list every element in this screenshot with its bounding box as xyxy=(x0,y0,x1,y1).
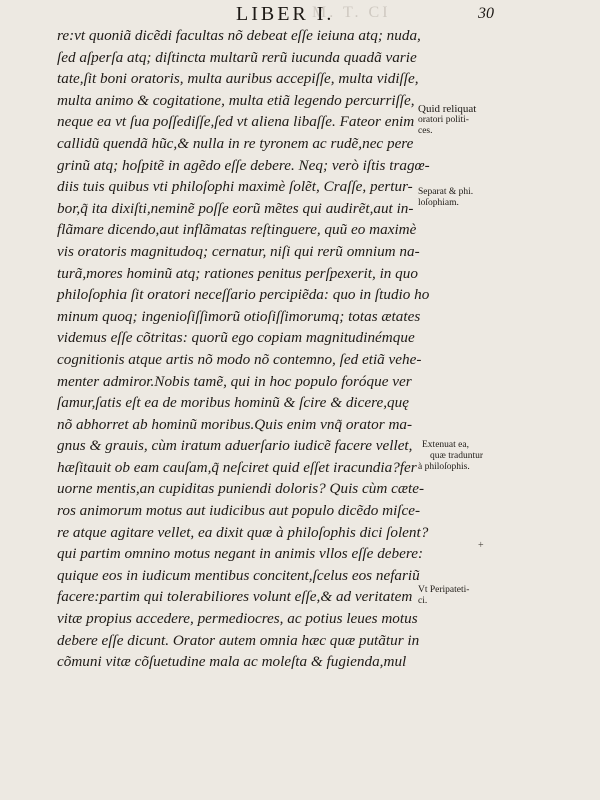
text-line: nõ abhorret ab hominũ moribus.Quis enim vnq̃ orator ma- xyxy=(57,415,413,433)
margin-note-extenuat xyxy=(418,440,494,473)
text-line: ſamur,ſatis eſt ea de moribus hominũ & ſcire & dicere,quę xyxy=(57,394,409,412)
text-line: philoſophia ſit oratori neceſſario percipiẽda: quo in ſtudio ho xyxy=(57,286,430,304)
margin-note-line: ces. xyxy=(418,126,433,136)
text-line: diis tuis quibus vti philoſophi maximè ſolẽt, Craſſe, pertur- xyxy=(57,178,413,196)
margin-note-line: Separat & phi. xyxy=(418,187,474,197)
text-line: grinũ atq; hoſpitẽ in agẽdo eſſe debere. Neq; verò iſtis tragœ- xyxy=(57,156,430,174)
body-text xyxy=(57,25,430,673)
text-line: menter admiror.Nobis tamẽ, qui in hoc populo foróque ver xyxy=(57,372,412,390)
margin-note-separat xyxy=(418,187,494,209)
margin-note-line: Extenuat ea, xyxy=(422,440,469,450)
text-line: qui partim omnino motus negant in animis vllos eſſe debere: xyxy=(57,545,424,563)
text-line: re:vt quoniã dicẽdi facultas nõ debeat eſſe ieiuna atq; nuda, xyxy=(57,27,421,44)
text-line: tate,ſit boni oratoris, multa auribus accepiſſe, multa vidiſſe, xyxy=(57,70,419,88)
text-line: facere:partim qui tolerabiliores volunt eſſe,& ad veritatem xyxy=(57,588,413,606)
text-line: vitæ propius accedere, permediocres, ac potius leues motus xyxy=(57,610,418,628)
text-line: callidũ quendã hũc,& nulla in re tyronem ac rudẽ,nec pere xyxy=(57,134,414,152)
margin-note-line: à philoſophis. xyxy=(418,462,470,472)
margin-note-line: oratori politi- xyxy=(418,115,469,125)
page-number: 30 xyxy=(478,5,494,22)
margin-note-line: ci. xyxy=(418,596,428,606)
text-line: cognitionis atque artis nõ modo nõ contemno, ſed etiã vehe- xyxy=(57,350,422,368)
text-line: videmus eſſe cõtritas: quorũ ego copiam magnitudinémque xyxy=(57,329,415,347)
margin-note-line: loſophiam. xyxy=(418,198,459,208)
text-line: debere eſſe dicunt. Orator autem omnia hæc quæ putãtur in xyxy=(57,631,420,649)
text-line: turã,mores hominũ atq; rationes penitus perſpexerit, in quo xyxy=(57,264,418,282)
text-line: gnus & grauis, cùm iratum aduerſario iudicẽ facere vellet, xyxy=(57,437,413,455)
text-line: multa animo & cogitatione, multa etiã legendo percurriſſe, xyxy=(57,91,415,109)
text-line: flãmare dicendo,aut inflãmatas reſtinguere, quũ eo maximè xyxy=(57,221,417,239)
running-title: LIBER I. xyxy=(236,3,335,25)
margin-note-line: quæ traduntur xyxy=(430,451,484,461)
printer-mark: + xyxy=(478,540,484,551)
text-line: cõmuni vitæ cõſuetudine mala ac moleſta & fugienda,mul xyxy=(57,653,407,671)
text-line: hæſitauit ob eam cauſam,q̃ neſciret quid eſſet iracundia?fer xyxy=(57,458,417,476)
text-line: ros animorum motus aut iudicibus aut populo dicẽdo miſce- xyxy=(57,502,421,520)
text-line: vis oratoris magnitudoq; cernatur, niſi qui rerũ omnium na- xyxy=(57,242,420,260)
text-line: quique eos in iudicum mentibus concitent,ſcelus eos nefariũ xyxy=(57,566,420,584)
text-line: ſed aſperſa atq; diſtincta multarũ rerũ iucunda quadã varie xyxy=(57,48,417,66)
bleed-through-text: M. T. CI xyxy=(312,4,391,21)
text-line: re atque agitare vellet, ea dixit quæ à philoſophis dici ſolent? xyxy=(57,523,429,541)
margin-note-line: Vt Peripateti- xyxy=(418,585,470,595)
text-line: minum quoq; ingenioſiſſimorũ otioſiſſimorumq; totas ætates xyxy=(57,307,421,325)
text-line: bor,q̃ ita dixiſti,neminẽ poſſe eorũ mẽtes qui audirẽt,aut in- xyxy=(57,199,414,217)
margin-note-line: Quid reliquat xyxy=(418,103,477,115)
margin-note-peripatetici xyxy=(418,585,494,607)
text-line: neque ea vt ſua poſſediſſe,ſed vt aliena libaſſe. Fateor enim xyxy=(57,113,415,131)
text-line: uorne mentis,an cupiditas puniendi doloris? Quis cùm cæte- xyxy=(57,480,424,498)
margin-note-oratori xyxy=(418,104,494,137)
